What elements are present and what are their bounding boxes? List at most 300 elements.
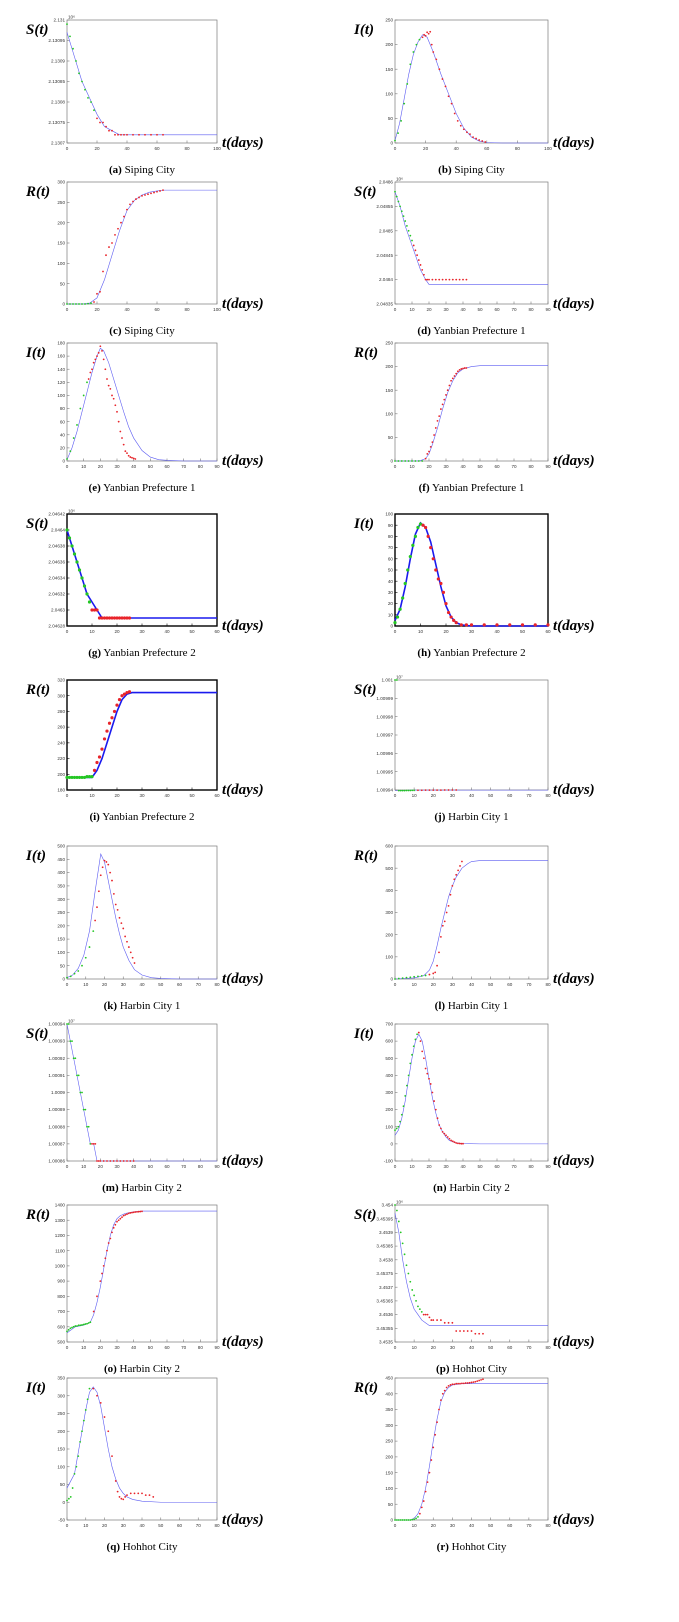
pred-data-point — [455, 1383, 457, 1385]
fit-data-point — [404, 220, 406, 222]
pred-data-point — [447, 611, 450, 614]
fit-data-point — [411, 240, 413, 242]
pred-data-point — [436, 1421, 438, 1423]
caption-text: Harbin City 1 — [448, 811, 509, 823]
pred-data-point — [99, 291, 101, 293]
fit-data-point — [69, 450, 71, 452]
fit-data-point — [69, 303, 71, 305]
fit-data-point — [417, 975, 419, 977]
pred-data-point — [106, 1160, 108, 1162]
x-tick-label: 40 — [139, 1523, 145, 1528]
plot-frame — [67, 343, 217, 461]
y-tick-label: 1400 — [54, 1202, 65, 1208]
pred-data-point — [108, 385, 110, 387]
pred-data-point — [101, 1273, 103, 1275]
pred-data-point — [147, 193, 149, 195]
pred-data-point — [467, 1382, 469, 1384]
y-axis-label: S(t) — [26, 22, 49, 38]
pred-data-point — [94, 358, 96, 360]
x-tick-label: 60 — [507, 1523, 513, 1528]
x-tick-label: 20 — [94, 307, 100, 312]
x-tick-label: 90 — [214, 464, 220, 469]
pred-data-point — [474, 1381, 476, 1383]
pred-data-point — [416, 254, 418, 256]
model-curve — [67, 854, 217, 979]
x-tick-label: 30 — [449, 793, 455, 798]
pred-data-point — [88, 378, 90, 380]
pred-data-point — [129, 1212, 131, 1214]
fit-data-point — [406, 790, 408, 792]
pred-data-point — [116, 1221, 118, 1223]
fit-data-point — [409, 1281, 411, 1283]
pred-data-point — [129, 203, 131, 205]
plot-frame — [395, 680, 548, 790]
fit-data-point — [409, 1062, 411, 1064]
pred-data-point — [431, 44, 433, 46]
pred-data-point — [100, 748, 103, 751]
fit-data-point — [413, 976, 415, 978]
y-tick-label: 800 — [57, 1293, 65, 1299]
x-tick-label: 0 — [393, 629, 397, 634]
x-tick-label: 30 — [449, 982, 455, 987]
pred-data-point — [460, 623, 463, 626]
x-tick-label: 30 — [120, 1523, 126, 1528]
y-tick-label: 0 — [62, 458, 65, 464]
x-axis-label: t(days) — [222, 453, 264, 469]
y-tick-label: 300 — [385, 910, 393, 916]
pred-data-point — [454, 375, 456, 377]
x-tick-label: 20 — [430, 1523, 436, 1528]
x-tick-label: 50 — [147, 1164, 153, 1169]
pred-data-point — [98, 755, 101, 758]
caption-text: Hohhot City — [122, 1541, 178, 1553]
pred-data-point — [455, 373, 457, 375]
fit-data-point — [417, 1305, 419, 1307]
pred-data-point — [113, 1227, 115, 1229]
model-curve — [67, 693, 217, 778]
y-tick-label: 160 — [57, 353, 65, 359]
caption-text: Harbin City 1 — [119, 1000, 181, 1012]
caption-letter: (d) — [417, 325, 431, 337]
plot-frame — [67, 680, 217, 790]
x-tick-label: 60 — [494, 307, 500, 312]
x-tick-label: 60 — [545, 629, 551, 634]
fit-data-point — [404, 460, 406, 462]
y-tick-label: 450 — [57, 856, 65, 862]
pred-data-point — [144, 134, 146, 136]
pred-data-point — [92, 1388, 94, 1390]
fit-data-point — [398, 1126, 400, 1128]
fit-data-point — [400, 1519, 402, 1521]
caption-text: Siping City — [124, 164, 176, 176]
pred-data-point — [474, 1333, 476, 1335]
fit-data-point — [69, 36, 71, 38]
x-tick-label: 20 — [426, 1164, 432, 1169]
panel-caption — [107, 1541, 178, 1553]
pred-data-point — [463, 1382, 465, 1384]
y-axis-label: R(t) — [354, 1380, 379, 1396]
y-axis-label: S(t) — [354, 184, 377, 200]
pred-data-point — [113, 710, 116, 713]
y-tick-label: 1.00093 — [48, 1038, 65, 1044]
fit-data-point — [396, 1210, 398, 1212]
pred-data-point — [426, 279, 428, 281]
y-tick-label: 2.0484 — [378, 277, 393, 283]
fit-data-point — [398, 790, 400, 792]
pred-data-point — [117, 228, 119, 230]
y-tick-label: 150 — [57, 936, 65, 942]
caption-letter: (o) — [103, 1363, 117, 1375]
fit-data-point — [413, 1518, 415, 1520]
axis-exponent: 10⁶ — [68, 508, 76, 514]
y-tick-label: 500 — [57, 843, 65, 849]
pred-data-point — [450, 380, 452, 382]
pred-data-point — [99, 1160, 101, 1162]
pred-data-point — [467, 1330, 469, 1332]
x-tick-label: 40 — [164, 629, 170, 634]
chart-panel-i — [25, 678, 264, 823]
pred-data-point — [133, 1160, 135, 1162]
y-tick-label: 0 — [390, 458, 393, 464]
pred-data-point — [96, 355, 98, 357]
y-tick-label: 30 — [387, 590, 393, 595]
y-tick-label: 300 — [385, 1422, 393, 1428]
pred-data-point — [150, 134, 152, 136]
pred-data-point — [120, 1498, 122, 1500]
pred-data-point — [114, 1224, 116, 1226]
pred-data-point — [100, 1402, 102, 1404]
fit-data-point — [402, 977, 404, 979]
y-tick-label: 180 — [57, 340, 65, 346]
pred-data-point — [111, 1455, 113, 1457]
y-tick-label: -50 — [58, 1517, 65, 1523]
fit-data-point — [83, 395, 85, 397]
x-axis-label: t(days) — [222, 782, 264, 798]
pred-data-point — [105, 254, 107, 256]
y-tick-label: 900 — [57, 1278, 65, 1284]
fit-data-point — [79, 1441, 81, 1443]
pred-data-point — [419, 1513, 421, 1515]
pred-data-point — [429, 1316, 431, 1318]
fit-data-point — [84, 1323, 86, 1325]
pred-data-point — [437, 1117, 439, 1119]
fit-data-point — [79, 1324, 81, 1326]
pred-data-point — [99, 122, 101, 124]
y-tick-label: 2.04636 — [48, 559, 65, 565]
y-tick-label: 100 — [57, 260, 65, 266]
pred-data-point — [126, 209, 128, 211]
x-tick-label: 10 — [417, 629, 424, 634]
pred-data-point — [429, 31, 431, 33]
pred-data-point — [129, 456, 131, 458]
pred-data-point — [98, 890, 100, 892]
fit-data-point — [406, 568, 409, 571]
pred-data-point — [104, 1257, 106, 1259]
caption-letter: (g) — [88, 647, 102, 659]
pred-data-point — [462, 279, 464, 281]
pred-data-point — [444, 602, 447, 605]
pred-data-point — [113, 1160, 115, 1162]
pred-data-point — [91, 368, 93, 370]
x-tick-label: 20 — [430, 982, 436, 987]
fit-data-point — [66, 303, 68, 305]
pred-data-point — [105, 729, 108, 732]
pred-data-point — [119, 917, 121, 919]
pred-data-point — [442, 1131, 444, 1133]
fit-data-point — [78, 72, 80, 74]
y-tick-label: 150 — [385, 387, 393, 393]
y-axis-label: R(t) — [26, 184, 51, 200]
model-curve — [395, 192, 548, 285]
pred-data-point — [424, 526, 427, 529]
fit-data-point — [85, 957, 87, 959]
y-tick-label: 80 — [59, 406, 65, 412]
y-tick-label: 50 — [387, 567, 393, 573]
fit-data-point — [81, 1092, 83, 1094]
model-curve — [395, 1384, 548, 1520]
fit-data-point — [401, 1114, 403, 1116]
panel-caption — [433, 1182, 510, 1194]
pred-data-point — [472, 136, 474, 138]
pred-data-point — [428, 33, 430, 35]
fit-data-point — [404, 1253, 406, 1255]
chart-panel-o — [25, 1203, 264, 1375]
pred-data-point — [445, 1134, 447, 1136]
y-tick-label: 1.00997 — [376, 732, 393, 738]
fit-data-point — [89, 946, 91, 948]
x-axis-label: t(days) — [553, 296, 595, 312]
pred-data-point — [450, 1140, 452, 1142]
fit-data-point — [394, 460, 396, 462]
fit-data-point — [411, 789, 413, 791]
x-tick-label: 70 — [195, 1523, 201, 1528]
fit-data-point — [416, 526, 419, 529]
pred-data-point — [111, 880, 113, 882]
pred-data-point — [132, 957, 134, 959]
panel-caption — [89, 811, 194, 823]
fit-data-point — [403, 215, 405, 217]
y-tick-label: 1000 — [54, 1263, 65, 1269]
y-tick-label: 2.13085 — [48, 79, 65, 85]
panel-caption — [438, 164, 505, 176]
fit-data-point — [406, 83, 408, 85]
fit-data-point — [84, 303, 86, 305]
caption-text: Yanbian Prefecture 2 — [103, 647, 196, 659]
fit-data-point — [81, 81, 83, 83]
pred-data-point — [96, 1395, 98, 1397]
fit-data-point — [88, 600, 91, 603]
x-tick-label: 60 — [164, 1164, 170, 1169]
caption-letter: (q) — [106, 1541, 120, 1553]
pred-data-point — [119, 1160, 121, 1162]
x-axis-label: t(days) — [553, 618, 595, 634]
y-tick-label: 1.00998 — [376, 714, 393, 720]
x-axis-label: t(days) — [553, 971, 595, 987]
x-tick-label: 100 — [544, 146, 552, 151]
x-tick-label: 80 — [197, 1345, 203, 1350]
pred-data-point — [423, 1500, 425, 1502]
panel-caption — [434, 811, 508, 823]
y-tick-label: 90 — [387, 522, 393, 528]
fit-data-point — [68, 1023, 70, 1025]
y-tick-label: 2.0464 — [50, 527, 65, 533]
pred-data-point — [455, 1142, 457, 1144]
pred-data-point — [428, 279, 430, 281]
x-tick-label: 10 — [89, 793, 95, 798]
pred-data-point — [437, 420, 439, 422]
x-axis-label: t(days) — [222, 296, 264, 312]
fit-data-point — [393, 621, 396, 624]
axis-exponent: 10⁶ — [68, 14, 76, 20]
pred-data-point — [118, 421, 120, 423]
fit-data-point — [76, 1325, 78, 1327]
x-tick-label: 20 — [430, 1345, 436, 1350]
y-tick-label: 100 — [385, 954, 393, 960]
pred-data-point — [455, 789, 457, 791]
x-tick-label: 40 — [131, 464, 137, 469]
chart-panel-r — [353, 1376, 595, 1553]
x-tick-label: 80 — [528, 1164, 534, 1169]
pred-data-point — [442, 925, 444, 927]
fit-data-point — [78, 1074, 80, 1076]
x-tick-label: 30 — [449, 1523, 455, 1528]
pred-data-point — [432, 441, 434, 443]
fit-data-point — [399, 608, 402, 611]
y-tick-label: 0 — [62, 301, 65, 307]
pred-data-point — [103, 358, 105, 360]
panel-caption — [109, 325, 175, 337]
axis-exponent: 10⁶ — [396, 1199, 404, 1205]
x-tick-label: 50 — [519, 629, 526, 634]
pred-data-point — [134, 962, 136, 964]
x-tick-label: 30 — [114, 464, 120, 469]
pred-data-point — [457, 869, 459, 871]
pred-data-point — [478, 1380, 480, 1382]
x-tick-label: 0 — [393, 982, 397, 987]
x-tick-label: 50 — [488, 982, 494, 987]
caption-text: Harbin City 1 — [447, 1000, 509, 1012]
pred-data-point — [93, 301, 95, 303]
pred-data-point — [473, 1381, 475, 1383]
pred-data-point — [126, 941, 128, 943]
panel-caption — [104, 1363, 180, 1375]
pred-data-point — [433, 1100, 435, 1102]
y-tick-label: 2.0486 — [378, 179, 393, 185]
pred-data-point — [131, 457, 133, 459]
pred-data-point — [466, 279, 468, 281]
x-tick-label: 80 — [184, 146, 190, 151]
plot-frame — [395, 1024, 548, 1161]
y-tick-label: 3.4536 — [378, 1312, 393, 1318]
pred-data-point — [117, 1491, 119, 1493]
fit-data-point — [417, 1516, 419, 1518]
axis-exponent: 10⁷ — [396, 674, 403, 680]
pred-data-point — [432, 1319, 434, 1321]
pred-data-point — [120, 922, 122, 924]
pred-data-point — [459, 1383, 461, 1385]
y-tick-label: 500 — [57, 1339, 65, 1345]
pred-data-point — [457, 1142, 459, 1144]
y-tick-label: 200 — [57, 220, 65, 226]
fit-data-point — [419, 1308, 421, 1310]
pred-data-point — [122, 928, 124, 930]
x-tick-label: 60 — [154, 146, 160, 151]
y-tick-label: 350 — [57, 883, 65, 889]
fit-data-point — [86, 1126, 88, 1128]
pred-data-point — [445, 394, 447, 396]
y-tick-label: 70 — [387, 545, 393, 551]
pred-data-point — [121, 437, 123, 439]
y-tick-label: 200 — [385, 1454, 393, 1460]
pred-data-point — [444, 920, 446, 922]
x-axis-label: t(days) — [553, 453, 595, 469]
pred-data-point — [440, 789, 442, 791]
pred-data-point — [421, 524, 424, 527]
pred-data-point — [91, 1143, 93, 1145]
caption-letter: (r) — [436, 1541, 449, 1553]
pred-data-point — [425, 1068, 427, 1070]
y-tick-label: 120 — [57, 379, 65, 385]
x-tick-label: 20 — [423, 146, 429, 151]
fit-data-point — [70, 1496, 72, 1498]
pred-data-point — [123, 216, 125, 218]
y-tick-label: 2.0463 — [50, 607, 65, 613]
panel-caption — [89, 482, 196, 494]
pred-data-point — [436, 789, 438, 791]
y-tick-label: 2.0485 — [378, 228, 393, 234]
pred-data-point — [109, 1160, 111, 1162]
pred-data-point — [126, 1213, 128, 1215]
model-curve — [395, 366, 548, 461]
y-tick-label: 40 — [387, 578, 393, 584]
plot-frame — [67, 1378, 217, 1520]
x-tick-label: 10 — [411, 982, 417, 987]
x-tick-label: 0 — [65, 629, 69, 634]
x-tick-label: 100 — [213, 146, 221, 151]
pred-data-point — [434, 971, 436, 973]
model-curve — [395, 35, 548, 143]
y-tick-label: 100 — [57, 1464, 65, 1470]
y-tick-label: 200 — [57, 923, 65, 929]
chart-panel-c — [25, 180, 264, 337]
x-tick-label: 40 — [460, 464, 466, 469]
fit-data-point — [81, 303, 83, 305]
pred-data-point — [480, 1379, 482, 1381]
fit-data-point — [90, 302, 92, 304]
pred-data-point — [89, 372, 91, 374]
pred-data-point — [96, 906, 98, 908]
pred-data-point — [521, 623, 524, 626]
panel-caption — [437, 1541, 507, 1553]
pred-data-point — [119, 1496, 121, 1498]
fit-data-point — [406, 1085, 408, 1087]
fit-data-point — [408, 230, 410, 232]
pred-data-point — [134, 458, 136, 460]
pred-data-point — [445, 86, 447, 88]
x-axis-label: t(days) — [222, 971, 264, 987]
fit-data-point — [66, 1023, 68, 1025]
y-axis-label: I(t) — [26, 1380, 46, 1396]
fit-data-point — [400, 120, 402, 122]
y-tick-label: 2.04855 — [376, 204, 393, 209]
x-tick-label: 60 — [484, 146, 490, 151]
pred-data-point — [466, 367, 468, 369]
pred-data-point — [471, 1382, 473, 1384]
x-tick-label: 60 — [176, 1523, 183, 1528]
x-tick-label: 10 — [81, 1164, 87, 1169]
fit-data-point — [71, 1040, 73, 1042]
y-tick-label: 1.00089 — [48, 1107, 65, 1113]
